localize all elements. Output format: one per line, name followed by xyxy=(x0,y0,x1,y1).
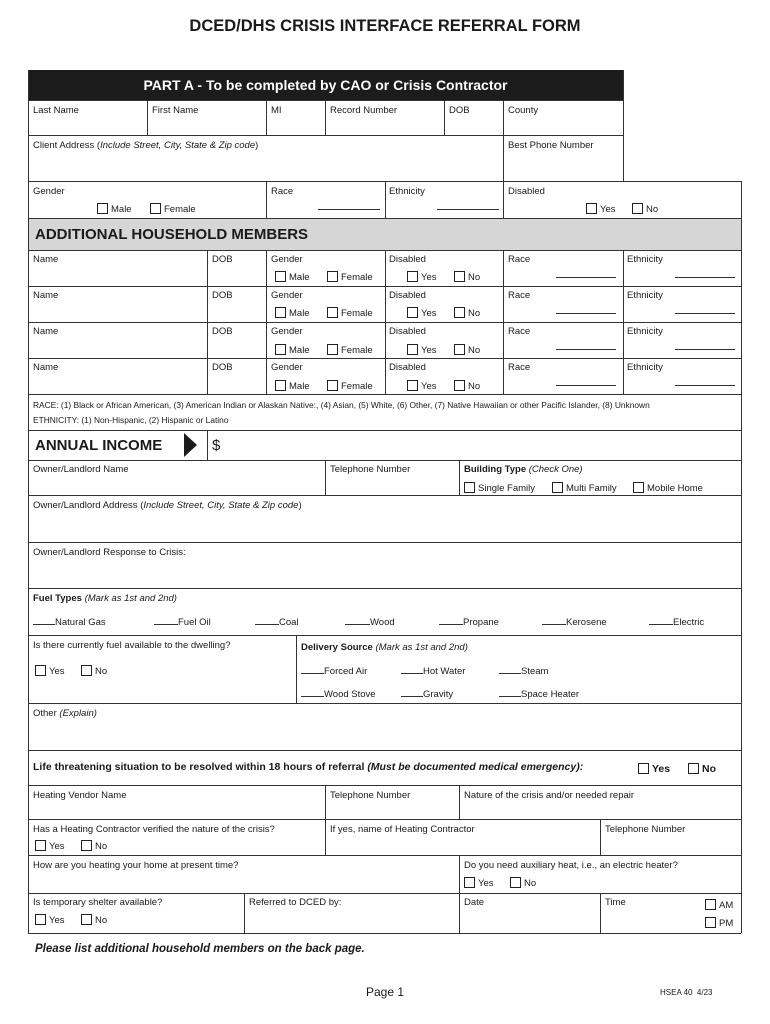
ethnicity-blank[interactable] xyxy=(437,209,499,210)
member-race-blank[interactable] xyxy=(556,313,616,314)
time-pm-option[interactable]: PM xyxy=(705,917,733,929)
member-ethnicity-label: Ethnicity xyxy=(627,254,663,265)
checkbox[interactable] xyxy=(705,917,716,928)
form-id: HSEA 40 4/23 xyxy=(660,988,713,997)
page-number: Page 1 xyxy=(365,985,405,999)
gender-male-option[interactable]: Male xyxy=(97,203,132,215)
member-dob-label: DOB xyxy=(212,326,233,337)
member-disabled-yes[interactable]: Yes xyxy=(407,380,437,392)
race-blank[interactable] xyxy=(318,209,380,210)
annual-income-heading: ANNUAL INCOME xyxy=(35,437,163,454)
race-codes-note: RACE: (1) Black or African American, (3) American Indian or Alaskan Native:, (4) Asian, (5) White, (6) Other, (7) Native Hawaiian or other Pacific Islander, (8) Unknown xyxy=(33,400,650,410)
fuel-available-yes[interactable]: Yes xyxy=(35,665,65,677)
last-name-label: Last Name xyxy=(33,105,79,116)
checkbox[interactable] xyxy=(97,203,108,214)
race-label: Race xyxy=(271,186,294,197)
single-family-option[interactable]: Single Family xyxy=(464,482,535,494)
checkbox[interactable] xyxy=(35,840,46,851)
member-disabled-label: Disabled xyxy=(389,254,426,265)
member-disabled-label: Disabled xyxy=(389,326,426,337)
member-disabled-label: Disabled xyxy=(389,362,426,373)
member-disabled-yes[interactable]: Yes xyxy=(407,344,437,356)
checkbox[interactable] xyxy=(454,344,465,355)
time-label: Time xyxy=(605,897,626,908)
ethnicity-codes-note: ETHNICITY: (1) Non-Hispanic, (2) Hispanic or Latino xyxy=(33,415,229,425)
member-name-label: Name xyxy=(33,290,59,301)
member-female-option[interactable]: Female xyxy=(327,344,373,356)
disabled-yes-option[interactable]: Yes xyxy=(586,203,616,215)
checkbox[interactable] xyxy=(35,914,46,925)
checkbox[interactable] xyxy=(552,482,563,493)
delivery-space-heater[interactable]: Space Heater xyxy=(499,688,579,700)
member-female-option[interactable]: Female xyxy=(327,271,373,283)
member-ethnicity-label: Ethnicity xyxy=(627,326,663,337)
member-race-label: Race xyxy=(508,290,531,301)
member-ethnicity-blank[interactable] xyxy=(675,385,735,386)
member-male-option[interactable]: Male xyxy=(275,344,310,356)
checkbox[interactable] xyxy=(638,763,649,774)
disabled-label: Disabled xyxy=(508,186,545,197)
fuel-types-label: Fuel Types (Mark as 1st and 2nd) xyxy=(33,593,177,604)
part-a-title: PART A - To be completed by CAO or Crisis Contractor xyxy=(143,77,508,93)
member-race-blank[interactable] xyxy=(556,277,616,278)
checkbox[interactable] xyxy=(464,482,475,493)
checkbox[interactable] xyxy=(275,271,286,282)
checkbox[interactable] xyxy=(275,307,286,318)
delivery-forced-air[interactable]: Forced Air xyxy=(301,665,367,677)
member-gender-label: Gender xyxy=(271,290,303,301)
checkbox[interactable] xyxy=(510,877,521,888)
record-number-label: Record Number xyxy=(330,105,398,116)
member-disabled-label: Disabled xyxy=(389,290,426,301)
member-female-option[interactable]: Female xyxy=(327,307,373,319)
checkbox[interactable] xyxy=(632,203,643,214)
fuel-kerosene[interactable]: Kerosene xyxy=(542,616,607,628)
member-disabled-no[interactable]: No xyxy=(454,271,480,283)
back-page-note: Please list additional household members on the back page. xyxy=(35,943,365,955)
crisis-nature-label: Nature of the crisis and/or needed repair xyxy=(464,790,635,801)
contractor-phone-label: Telephone Number xyxy=(605,824,686,835)
member-ethnicity-blank[interactable] xyxy=(675,313,735,314)
checkbox[interactable] xyxy=(688,763,699,774)
mi-label: MI xyxy=(271,105,282,116)
heating-method-label: How are you heating your home at present time? xyxy=(33,860,239,871)
fuel-wood[interactable]: Wood xyxy=(345,616,395,628)
contractor-name-label: If yes, name of Heating Contractor xyxy=(330,824,475,835)
checkbox[interactable] xyxy=(275,380,286,391)
checkbox[interactable] xyxy=(35,665,46,676)
client-address-label: Client Address (Include Street, City, State & Zip code) xyxy=(33,140,259,151)
delivery-hot-water[interactable]: Hot Water xyxy=(401,665,465,677)
member-male-option[interactable]: Male xyxy=(275,271,310,283)
contractor-verified-yes[interactable]: Yes xyxy=(35,840,65,852)
county-label: County xyxy=(508,105,539,116)
owner-response-label: Owner/Landlord Response to Crisis: xyxy=(33,547,186,558)
arrow-right-icon xyxy=(184,433,197,457)
dob-label: DOB xyxy=(449,105,470,116)
checkbox[interactable] xyxy=(454,271,465,282)
checkbox[interactable] xyxy=(327,271,338,282)
member-gender-label: Gender xyxy=(271,254,303,265)
other-explain-label: Other (Explain) xyxy=(33,708,97,719)
member-dob-label: DOB xyxy=(212,290,233,301)
fuel-coal[interactable]: Coal xyxy=(255,616,299,628)
vendor-phone-label: Telephone Number xyxy=(330,790,411,801)
member-name-label: Name xyxy=(33,326,59,337)
checkbox[interactable] xyxy=(705,899,716,910)
member-disabled-yes[interactable]: Yes xyxy=(407,307,437,319)
disabled-no-option[interactable]: No xyxy=(632,203,658,215)
checkbox[interactable] xyxy=(454,307,465,318)
delivery-gravity[interactable]: Gravity xyxy=(401,688,453,700)
checkbox[interactable] xyxy=(327,307,338,318)
temporary-shelter-yes[interactable]: Yes xyxy=(35,914,65,926)
member-gender-label: Gender xyxy=(271,326,303,337)
fuel-available-no[interactable]: No xyxy=(81,665,107,677)
best-phone-label: Best Phone Number xyxy=(508,140,594,151)
referred-by-label: Referred to DCED by: xyxy=(249,897,342,908)
member-race-blank[interactable] xyxy=(556,349,616,350)
auxiliary-heat-yes[interactable]: Yes xyxy=(464,877,494,889)
auxiliary-heat-label: Do you need auxiliary heat, i.e., an electric heater? xyxy=(464,860,678,871)
temporary-shelter-label: Is temporary shelter available? xyxy=(33,897,163,908)
checkbox[interactable] xyxy=(586,203,597,214)
fuel-propane[interactable]: Propane xyxy=(439,616,499,628)
checkbox[interactable] xyxy=(454,380,465,391)
gender-female-option[interactable]: Female xyxy=(150,203,196,215)
fuel-fuel-oil[interactable]: Fuel Oil xyxy=(154,616,211,628)
life-threatening-no[interactable]: No xyxy=(688,763,716,775)
checkbox[interactable] xyxy=(633,482,644,493)
member-dob-label: DOB xyxy=(212,254,233,265)
fuel-electric[interactable]: Electric xyxy=(649,616,704,628)
fuel-natural-gas[interactable]: Natural Gas xyxy=(33,616,106,628)
member-disabled-no[interactable]: No xyxy=(454,344,480,356)
ethnicity-label: Ethnicity xyxy=(389,186,425,197)
member-race-blank[interactable] xyxy=(556,385,616,386)
multi-family-option[interactable]: Multi Family xyxy=(552,482,617,494)
member-dob-label: DOB xyxy=(212,362,233,373)
delivery-source-label: Delivery Source (Mark as 1st and 2nd) xyxy=(301,642,468,653)
member-ethnicity-label: Ethnicity xyxy=(627,362,663,373)
income-dollar-field[interactable]: $ xyxy=(212,437,221,454)
date-label: Date xyxy=(464,897,485,908)
member-name-label: Name xyxy=(33,362,59,373)
contractor-verified-label: Has a Heating Contractor verified the nature of the crisis? xyxy=(33,824,275,835)
household-heading: ADDITIONAL HOUSEHOLD MEMBERS xyxy=(35,226,309,243)
heating-vendor-label: Heating Vendor Name xyxy=(33,790,127,801)
member-female-option[interactable]: Female xyxy=(327,380,373,392)
checkbox[interactable] xyxy=(407,307,418,318)
first-name-label: First Name xyxy=(152,105,199,116)
checkbox[interactable] xyxy=(327,380,338,391)
checkbox[interactable] xyxy=(81,840,92,851)
checkbox[interactable] xyxy=(81,665,92,676)
mobile-home-option[interactable]: Mobile Home xyxy=(633,482,703,494)
gender-label: Gender xyxy=(33,186,65,197)
delivery-wood-stove[interactable]: Wood Stove xyxy=(301,688,376,700)
member-disabled-no[interactable]: No xyxy=(454,380,480,392)
page-title: DCED/DHS CRISIS INTERFACE REFERRAL FORM xyxy=(189,17,581,35)
checkbox[interactable] xyxy=(275,344,286,355)
time-am-option[interactable]: AM xyxy=(705,899,733,911)
member-disabled-yes[interactable]: Yes xyxy=(407,271,437,283)
member-male-option[interactable]: Male xyxy=(275,307,310,319)
life-threatening-yes[interactable]: Yes xyxy=(638,763,670,775)
member-name-label: Name xyxy=(33,254,59,265)
checkbox[interactable] xyxy=(407,344,418,355)
member-disabled-no[interactable]: No xyxy=(454,307,480,319)
checkbox[interactable] xyxy=(327,344,338,355)
checkbox[interactable] xyxy=(150,203,161,214)
member-male-option[interactable]: Male xyxy=(275,380,310,392)
owner-phone-label: Telephone Number xyxy=(330,464,411,475)
life-threatening-label: Life threatening situation to be resolved within 18 hours of referral (Must be documented medical emergency): xyxy=(33,761,584,773)
checkbox[interactable] xyxy=(464,877,475,888)
fuel-available-label: Is there currently fuel available to the dwelling? xyxy=(33,640,231,651)
checkbox[interactable] xyxy=(407,271,418,282)
member-ethnicity-blank[interactable] xyxy=(675,349,735,350)
temporary-shelter-no[interactable]: No xyxy=(81,914,107,926)
member-race-label: Race xyxy=(508,254,531,265)
delivery-steam[interactable]: Steam xyxy=(499,665,548,677)
owner-address-label: Owner/Landlord Address (Include Street, City, State & Zip code) xyxy=(33,500,302,511)
building-type-label: Building Type (Check One) xyxy=(464,464,583,475)
member-gender-label: Gender xyxy=(271,362,303,373)
member-race-label: Race xyxy=(508,362,531,373)
member-race-label: Race xyxy=(508,326,531,337)
checkbox[interactable] xyxy=(81,914,92,925)
member-ethnicity-label: Ethnicity xyxy=(627,290,663,301)
contractor-verified-no[interactable]: No xyxy=(81,840,107,852)
owner-name-label: Owner/Landlord Name xyxy=(33,464,129,475)
auxiliary-heat-no[interactable]: No xyxy=(510,877,536,889)
checkbox[interactable] xyxy=(407,380,418,391)
member-ethnicity-blank[interactable] xyxy=(675,277,735,278)
